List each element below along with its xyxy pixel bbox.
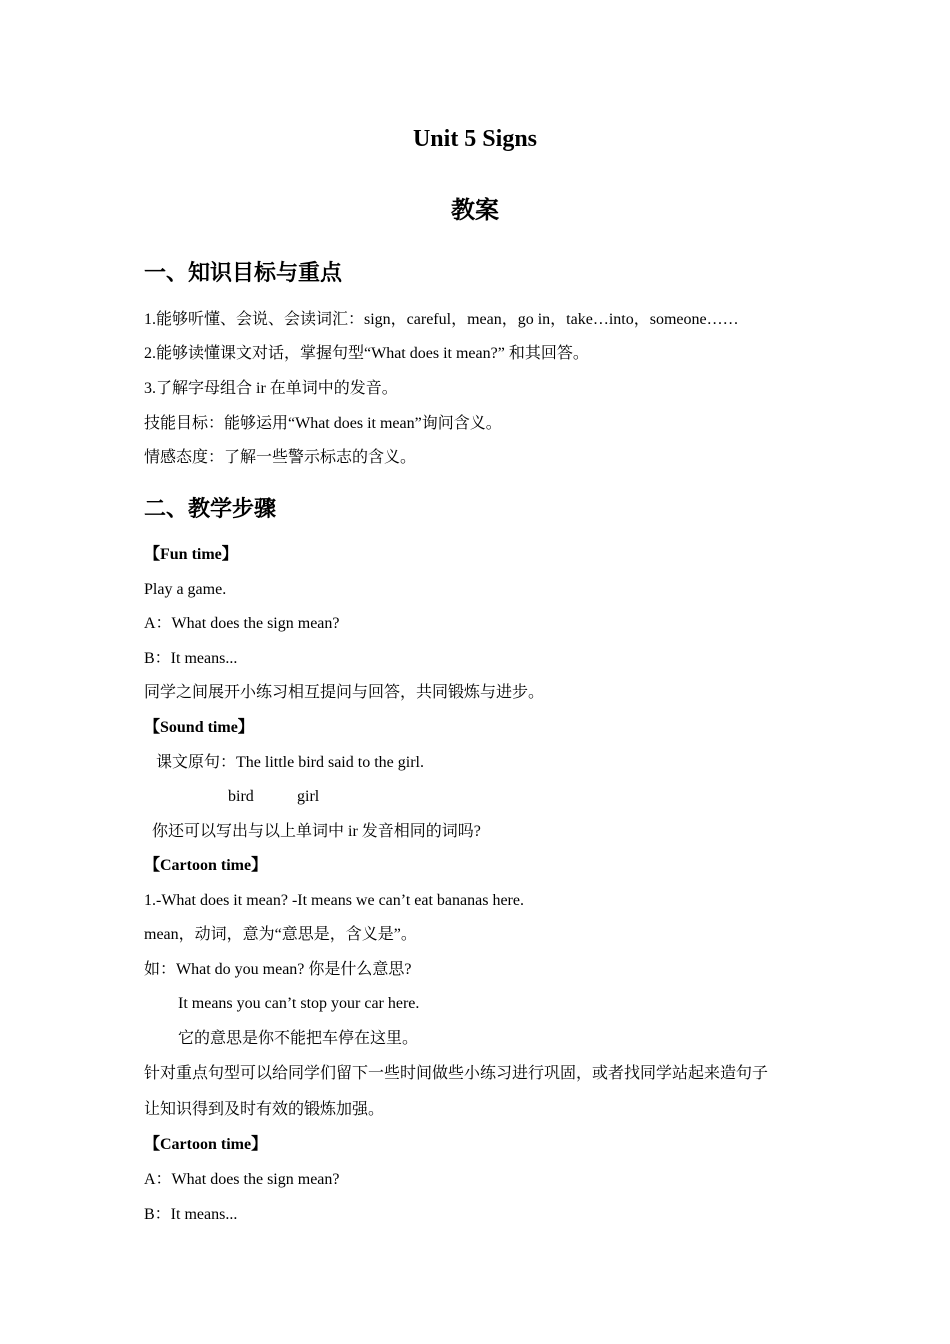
cartoon-time-line: 它的意思是你不能把车停在这里。: [178, 1030, 419, 1047]
sound-time-label: 【Sound time】: [144, 719, 254, 736]
section1-heading: 一、知识目标与重点: [144, 261, 343, 286]
cartoon-time-label: 【Cartoon time】: [144, 1136, 268, 1153]
cartoon-time-line: A：What does the sign mean?: [144, 1171, 340, 1188]
objective-item: 2.能够读懂课文对话，掌握句型“What does it mean?” 和其回答。: [144, 345, 589, 362]
cartoon-time-line: It means you can’t stop your car here.: [178, 995, 420, 1012]
sound-time-question: 你还可以写出与以上单词中 ir 发音相同的词吗?: [152, 823, 481, 840]
fun-time-line: 同学之间展开小练习相互提问与回答，共同锻炼与进步。: [144, 684, 545, 701]
document-subtitle: 教案: [451, 196, 499, 224]
skill-goal: 技能目标：能够运用“What does it mean”询问含义。: [144, 415, 502, 432]
cartoon-time-line: mean，动词，意为“意思是，含义是”。: [144, 926, 417, 943]
cartoon-time-line: 让知识得到及时有效的锻炼加强。: [144, 1101, 385, 1118]
fun-time-line: B：It means...: [144, 650, 238, 667]
section2-heading: 二、教学步骤: [144, 497, 277, 522]
cartoon-time-line: B：It means...: [144, 1206, 238, 1223]
objective-item: 3.了解字母组合 ir 在单词中的发音。: [144, 380, 398, 397]
document-title: Unit 5 Signs: [412, 126, 538, 152]
sound-time-original: 课文原句：The little bird said to the girl.: [156, 754, 424, 771]
sound-word-girl: girl: [297, 788, 320, 805]
cartoon-time-line: 1.-What does it mean? -It means we can’t eat bananas here.: [144, 892, 524, 909]
fun-time-line: Play a game.: [144, 581, 227, 598]
cartoon-time-label: 【Cartoon time】: [144, 857, 268, 874]
objective-item: 1.能够听懂、会说、会读词汇：sign，careful，mean，go in，take…into，someone……: [144, 311, 739, 328]
cartoon-time-line: 如：What do you mean? 你是什么意思?: [144, 961, 412, 978]
sound-word-bird: bird: [228, 788, 254, 805]
cartoon-time-line: 针对重点句型可以给同学们留下一些时间做些小练习进行巩固，或者找同学站起来造句子: [144, 1065, 769, 1082]
fun-time-label: 【Fun time】: [144, 546, 238, 563]
emotion-goal: 情感态度：了解一些警示标志的含义。: [144, 449, 417, 466]
fun-time-line: A：What does the sign mean?: [144, 615, 340, 632]
